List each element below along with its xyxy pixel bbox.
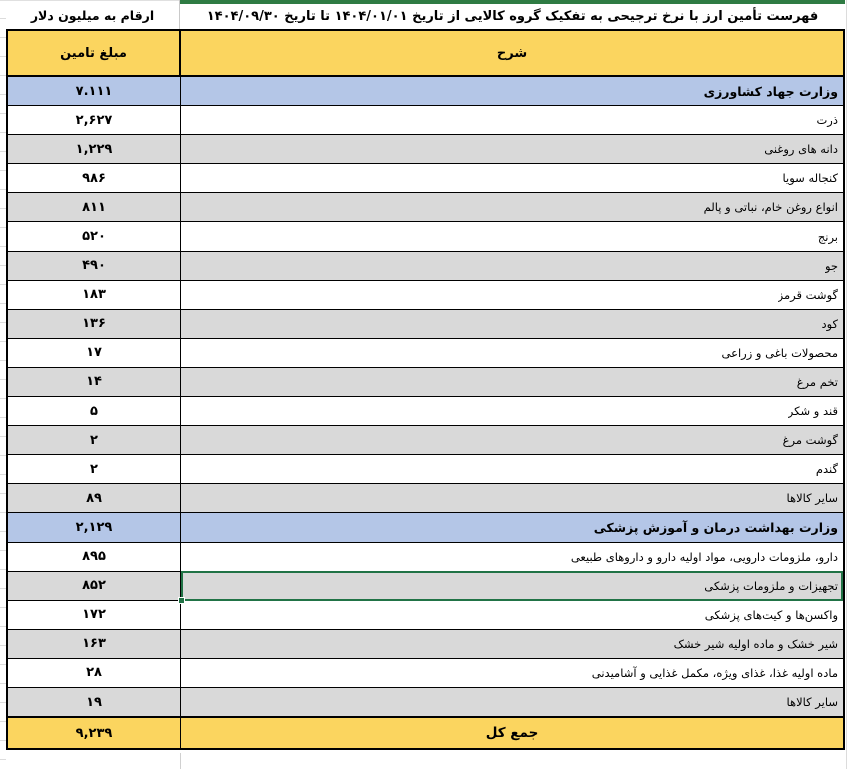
amount-cell[interactable]: ۲,۶۲۷ [8, 106, 181, 134]
description-cell[interactable] [181, 368, 843, 396]
description-cell[interactable] [181, 688, 843, 716]
description-text: گوشت مرغ [782, 433, 838, 448]
table-row [8, 310, 843, 339]
description-cell[interactable] [181, 513, 843, 541]
amount-cell[interactable]: ۵ [8, 397, 181, 425]
table-row [8, 659, 843, 688]
table-row [8, 630, 843, 659]
table-row [8, 222, 843, 251]
amount-cell[interactable]: ۱۶۳ [8, 630, 181, 658]
description-cell[interactable] [181, 543, 843, 571]
description-text: ماده اولیه غذا، غذای ویژه، مکمل غذایی و آشامیدنی [591, 665, 838, 680]
description-text: کنجاله سویا [782, 171, 838, 186]
description-text: تخم مرغ [796, 374, 838, 389]
table-row [8, 513, 843, 542]
description-cell[interactable] [181, 484, 843, 512]
right-margin-gridline [846, 0, 847, 769]
table-row [8, 193, 843, 222]
amount-cell[interactable]: ۹۸۶ [8, 164, 181, 192]
table-row [8, 106, 843, 135]
description-cell[interactable] [181, 426, 843, 454]
description-text: قند و شکر [787, 404, 838, 419]
description-text: ذرت [816, 113, 838, 128]
table-row [8, 77, 843, 106]
table-row [8, 601, 843, 630]
description-text: کود [821, 316, 838, 331]
table-row [8, 252, 843, 281]
amount-cell[interactable]: ۷.۱۱۱ [8, 77, 181, 105]
description-cell[interactable] [181, 630, 843, 658]
amount-cell[interactable]: ۱۴ [8, 368, 181, 396]
column-header-description[interactable]: شرح [181, 31, 843, 75]
description-text: گندم [815, 462, 838, 477]
description-text: سایر کالاها [786, 491, 838, 506]
table-row [8, 543, 843, 572]
description-cell[interactable] [181, 77, 843, 105]
amount-cell[interactable]: ۱۷ [8, 339, 181, 367]
description-text: محصولات باغی و زراعی [721, 345, 838, 360]
description-text: سایر کالاها [786, 695, 838, 710]
description-text: شیر خشک و ماده اولیه شیر خشک [673, 636, 838, 651]
description-cell[interactable] [181, 310, 843, 338]
amount-cell[interactable]: ۲,۱۲۹ [8, 513, 181, 541]
amount-cell[interactable]: ۹,۲۳۹ [8, 718, 181, 748]
amount-cell[interactable]: ۴۹۰ [8, 252, 181, 280]
description-text: واکسن‌ها و کیت‌های پزشکی [704, 607, 838, 622]
amount-cell[interactable]: ۸۹ [8, 484, 181, 512]
amount-cell[interactable]: ۱۳۶ [8, 310, 181, 338]
description-text: برنج [817, 229, 838, 244]
table-row [8, 572, 843, 601]
description-text: دانه های روغنی [764, 142, 838, 157]
table-row [8, 484, 843, 513]
description-cell[interactable] [181, 601, 843, 629]
description-cell[interactable] [181, 281, 843, 309]
table-header-row [8, 31, 843, 77]
amount-cell[interactable]: ۱۸۳ [8, 281, 181, 309]
amount-cell[interactable]: ۲ [8, 455, 181, 483]
amount-cell[interactable]: ۱,۲۲۹ [8, 135, 181, 163]
amount-cell[interactable]: ۲ [8, 426, 181, 454]
table-row [8, 688, 843, 717]
table-row [8, 339, 843, 368]
description-cell[interactable] [181, 572, 843, 600]
table-row [8, 135, 843, 164]
column-header-amount[interactable]: مبلغ تامین [8, 31, 181, 75]
description-cell[interactable] [181, 339, 843, 367]
description-text: وزارت بهداشت درمان و آموزش پزشکی [593, 519, 838, 535]
description-cell[interactable] [181, 455, 843, 483]
units-note-cell[interactable]: ارقام به میلیون دلار [6, 1, 179, 29]
table-row [8, 368, 843, 397]
report-title-cell[interactable] [180, 4, 845, 29]
amount-cell[interactable]: ۸۱۱ [8, 193, 181, 221]
amount-cell[interactable]: ۱۷۲ [8, 601, 181, 629]
description-text: تجهیزات و ملزومات پزشکی [704, 578, 838, 593]
description-text: دارو، ملزومات دارویی، مواد اولیه دارو و داروهای طبیعی [570, 549, 838, 564]
selection-fill-handle[interactable] [178, 597, 185, 604]
amount-cell[interactable]: ۸۵۲ [8, 572, 181, 600]
description-cell[interactable] [181, 718, 843, 748]
data-table [6, 29, 845, 750]
table-row [8, 397, 843, 426]
description-cell[interactable] [181, 397, 843, 425]
description-cell[interactable] [181, 659, 843, 687]
description-text: انواع روغن خام، نباتی و پالم [703, 200, 838, 215]
description-cell[interactable] [181, 135, 843, 163]
table-row [8, 717, 843, 748]
bottom-gridline-stub [180, 753, 181, 769]
table-row [8, 281, 843, 310]
description-text: وزارت جهاد کشاورزی [703, 83, 838, 99]
description-text: جمع کل [485, 725, 539, 742]
amount-cell[interactable]: ۲۸ [8, 659, 181, 687]
table-row [8, 455, 843, 484]
description-cell[interactable] [181, 193, 843, 221]
table-row [8, 426, 843, 455]
description-cell[interactable] [181, 222, 843, 250]
description-text: گوشت قرمز [777, 287, 838, 302]
report-title: فهرست تأمین ارز با نرخ ترجیحی به تفکیک گروه کالایی از تاریخ ۱۴۰۴/۰۱/۰۱ تا تاریخ ۱۴۰۴/۰۹/۳۰ [206, 9, 819, 24]
description-text: جو [824, 258, 838, 273]
table-body [8, 77, 843, 748]
description-cell[interactable] [181, 252, 843, 280]
amount-cell[interactable]: ۱۹ [8, 688, 181, 716]
description-cell[interactable] [181, 106, 843, 134]
description-cell[interactable] [181, 164, 843, 192]
amount-cell[interactable]: ۸۹۵ [8, 543, 181, 571]
table-row [8, 164, 843, 193]
amount-cell[interactable]: ۵۲۰ [8, 222, 181, 250]
